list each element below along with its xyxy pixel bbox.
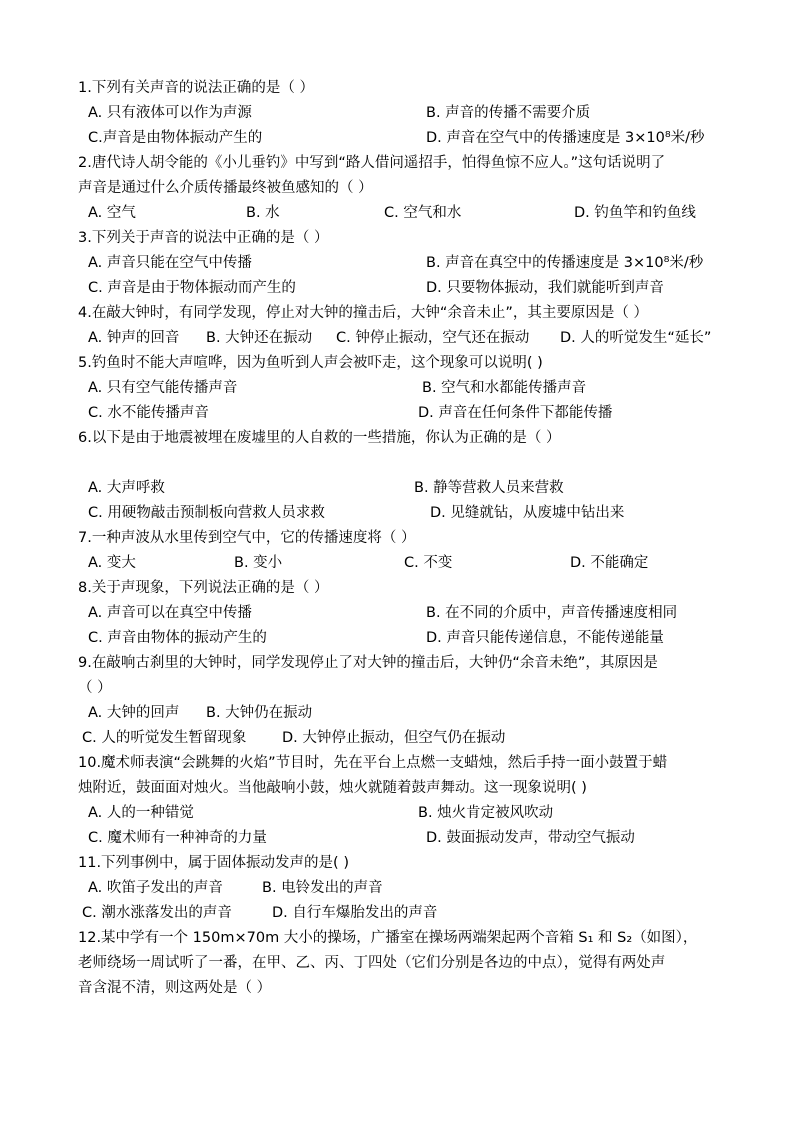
q4-option-a: A. 钟声的回音	[88, 330, 180, 346]
q3-option-c: C. 声音是由于物体振动而产生的	[88, 280, 296, 296]
q5-option-d: D. 声音在任何条件下都能传播	[418, 405, 613, 421]
q2-option-a: A. 空气	[88, 205, 136, 221]
q8-option-d: D. 声音只能传递信息，不能传递能量	[426, 630, 664, 646]
q7-option-c: C. 不变	[404, 555, 453, 571]
q2-option-d: D. 钓鱼竿和钓鱼线	[574, 205, 696, 221]
q4-option-b: B. 大钟还在振动	[206, 330, 313, 346]
q10-stem-line1: 10.魔术师表演“会跳舞的火焰”节目时，先在平台上点燃一支蜡烛，然后手持一面小鼓置于蜡	[78, 755, 668, 771]
q12-stem-line2: 老师绕场一周试听了一番，在甲、乙、丙、丁四处（它们分别是各边的中点），觉得有两处声	[78, 955, 666, 971]
q11-option-c: C. 潮水涨落发出的声音	[82, 905, 232, 921]
q1-stem: 1.下列有关声音的说法正确的是（ ）	[78, 80, 314, 96]
q3-option-b: B. 声音在真空中的传播速度是 3×10⁸米/秒	[426, 255, 704, 271]
q10-option-b: B. 烛火肯定被风吹动	[418, 805, 554, 821]
q5-option-a: A. 只有空气能传播声音	[88, 380, 238, 396]
q11-option-b: B. 电铃发出的声音	[262, 880, 383, 896]
q3-option-a: A. 声音只能在空气中传播	[88, 255, 252, 271]
q8-option-c: C. 声音由物体的振动产生的	[88, 630, 267, 646]
q7-option-d: D. 不能确定	[570, 555, 649, 571]
q5-option-c: C. 水不能传播声音	[88, 405, 209, 421]
q8-stem: 8.关于声现象，下列说法正确的是（ ）	[78, 580, 329, 596]
q8-option-a: A. 声音可以在真空中传播	[88, 605, 252, 621]
q10-option-d: D. 鼓面振动发声，带动空气振动	[426, 830, 635, 846]
q6-stem: 6.以下是由于地震被埋在废墟里的人自救的一些措施，你认为正确的是（ ）	[78, 430, 561, 446]
q5-option-b: B. 空气和水都能传播声音	[422, 380, 587, 396]
q1-option-a: A. 只有液体可以作为声源	[88, 105, 252, 121]
q3-stem: 3.下列关于声音的说法中正确的是（ ）	[78, 230, 329, 246]
q2-option-b: B. 水	[246, 205, 280, 221]
q2-stem-line1: 2.唐代诗人胡令能的《小儿垂钓》中写到“路人借问遥招手，怕得鱼惊不应人。”这句话说明了	[78, 155, 666, 171]
q9-option-a: A. 大钟的回声	[88, 705, 180, 721]
q7-option-a: A. 变大	[88, 555, 136, 571]
q10-option-a: A. 人的一种错觉	[88, 805, 194, 821]
q6-option-d: D. 见缝就钻，从废墟中钻出来	[430, 505, 625, 521]
q7-option-b: B. 变小	[234, 555, 283, 571]
q6-option-a: A. 大声呼救	[88, 480, 165, 496]
q12-stem-line1: 12.某中学有一个 150m×70m 大小的操场，广播室在操场两端架起两个音箱 S₁ 和 S₂（如图），	[78, 930, 698, 946]
q3-option-d: D. 只要物体振动，我们就能听到声音	[426, 280, 664, 296]
q9-stem-line1: 9.在敲响古刹里的大钟时，同学发现停止了对大钟的撞击后，大钟仍“余音未绝”，其原因是	[78, 655, 658, 671]
q1-option-d: D. 声音在空气中的传播速度是 3×10⁸米/秒	[426, 130, 705, 146]
q10-option-c: C. 魔术师有一种神奇的力量	[88, 830, 267, 846]
q5-stem: 5.钓鱼时不能大声喧哗，因为鱼听到人声会被吓走，这个现象可以说明( )	[78, 355, 543, 371]
q6-option-b: B. 静等营救人员来营救	[414, 480, 564, 496]
q6-option-c: C. 用硬物敲击预制板向营救人员求救	[88, 505, 325, 521]
q4-option-d: D. 人的听觉发生“延长”	[560, 330, 712, 346]
q4-option-c: C. 钟停止振动，空气还在振动	[336, 330, 530, 346]
q11-option-a: A. 吹笛子发出的声音	[88, 880, 223, 896]
q4-stem: 4.在敲大钟时，有同学发现，停止对大钟的撞击后，大钟“余音未止”，其主要原因是（ ）	[78, 305, 648, 321]
q2-option-c: C. 空气和水	[384, 205, 462, 221]
q9-option-d: D. 大钟停止振动，但空气仍在振动	[282, 730, 506, 746]
q8-option-b: B. 在不同的介质中，声音传播速度相同	[426, 605, 678, 621]
q7-stem: 7.一种声波从水里传到空气中，它的传播速度将（ ）	[78, 530, 416, 546]
q2-stem-line2: 声音是通过什么介质传播最终被鱼感知的（ ）	[78, 180, 373, 196]
q10-stem-line2: 烛附近，鼓面面对烛火。当他敲响小鼓，烛火就随着鼓声舞动。这一现象说明( )	[78, 780, 587, 796]
q11-option-d: D. 自行车爆胎发出的声音	[272, 905, 438, 921]
q1-option-c: C.声音是由物体振动产生的	[88, 130, 263, 146]
q9-option-c: C. 人的听觉发生暂留现象	[82, 730, 247, 746]
q9-stem-line2: （ ）	[78, 680, 112, 696]
q12-stem-line3: 音含混不清，则这两处是（ ）	[78, 980, 272, 996]
q1-option-b: B. 声音的传播不需要介质	[426, 105, 591, 121]
q9-option-b: B. 大钟仍在振动	[206, 705, 313, 721]
q11-stem: 11.下列事例中，属于固体振动发声的是( )	[78, 855, 349, 871]
